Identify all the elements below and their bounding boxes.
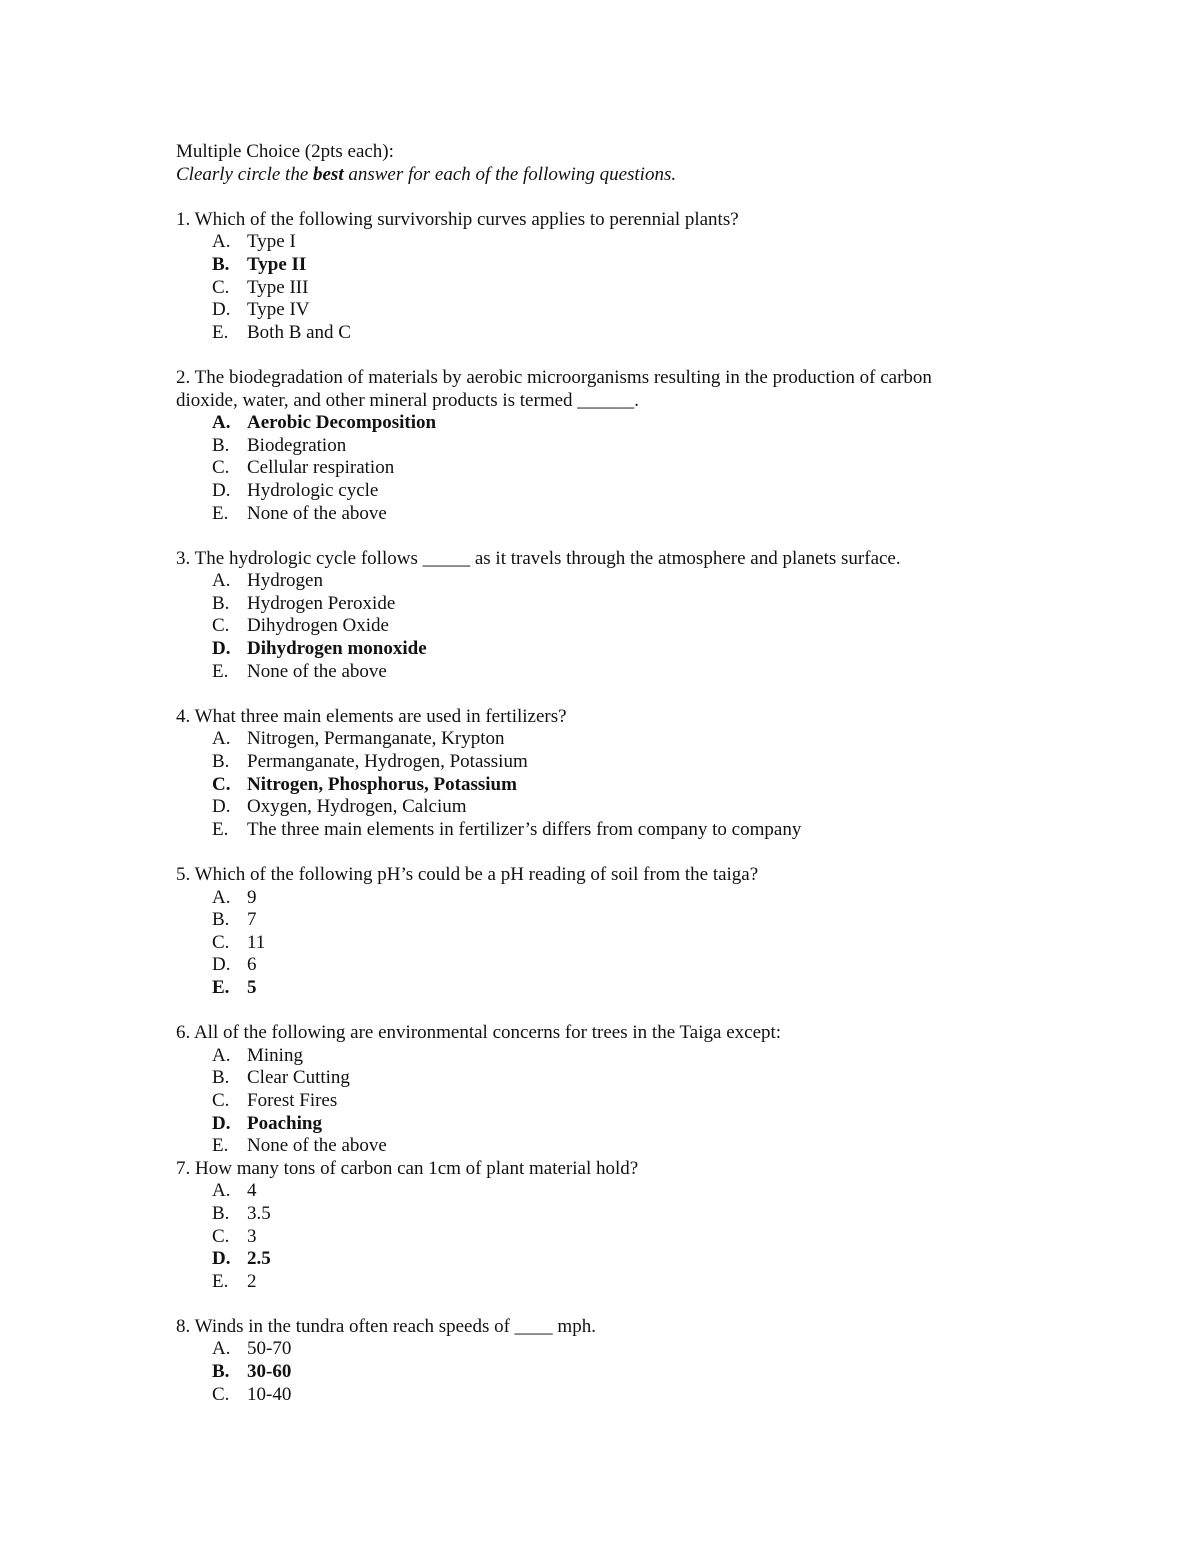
instructions-end: answer for each of the following questions. bbox=[343, 163, 677, 185]
option-text: 11 bbox=[247, 931, 266, 953]
option-text: 2 bbox=[247, 1270, 257, 1292]
answer-option[interactable] bbox=[176, 1248, 1136, 1271]
question-list bbox=[176, 209, 1136, 1406]
question-block bbox=[176, 209, 1136, 367]
spacer bbox=[176, 1293, 1136, 1316]
option-text: Biodegration bbox=[247, 434, 347, 456]
option-letter: D. bbox=[212, 479, 231, 501]
answer-option[interactable] bbox=[176, 322, 1136, 345]
option-letter: C. bbox=[212, 931, 230, 953]
option-text: Hydrogen Peroxide bbox=[247, 592, 396, 614]
option-letter: A. bbox=[212, 1338, 231, 1360]
option-letter: A. bbox=[212, 412, 231, 434]
answer-option[interactable] bbox=[176, 1135, 1136, 1158]
option-letter: D. bbox=[212, 954, 231, 976]
option-letter: D. bbox=[212, 1248, 231, 1270]
answer-option[interactable] bbox=[176, 728, 1136, 751]
answer-option[interactable] bbox=[176, 1361, 1136, 1384]
answer-option[interactable] bbox=[176, 954, 1136, 977]
option-text: Clear Cutting bbox=[247, 1067, 350, 1089]
answer-option[interactable] bbox=[176, 254, 1136, 277]
option-letter: B. bbox=[212, 909, 230, 931]
answer-option[interactable] bbox=[176, 796, 1136, 819]
option-text: Type II bbox=[247, 253, 307, 275]
answer-option[interactable] bbox=[176, 435, 1136, 458]
question-block bbox=[176, 864, 1136, 1022]
option-text: 50-70 bbox=[247, 1338, 292, 1360]
option-letter: D. bbox=[212, 638, 231, 660]
option-letter: C. bbox=[212, 615, 230, 637]
question-text: 1. Which of the following survivorship curves applies to perennial plants? bbox=[176, 208, 739, 230]
answer-option[interactable] bbox=[176, 661, 1136, 684]
option-letter: A. bbox=[212, 1044, 231, 1066]
option-letter: B. bbox=[212, 751, 230, 773]
spacer bbox=[176, 683, 1136, 706]
question-block bbox=[176, 1158, 1136, 1316]
option-letter: C. bbox=[212, 1383, 230, 1405]
answer-option[interactable] bbox=[176, 615, 1136, 638]
answer-option[interactable] bbox=[176, 457, 1136, 480]
option-text: Hydrologic cycle bbox=[247, 479, 379, 501]
question-block bbox=[176, 548, 1136, 706]
spacer bbox=[176, 1000, 1136, 1023]
spacer bbox=[176, 186, 1136, 209]
answer-option[interactable] bbox=[176, 503, 1136, 526]
option-letter: D. bbox=[212, 796, 231, 818]
option-text: Type IV bbox=[247, 299, 310, 321]
answer-option[interactable] bbox=[176, 299, 1136, 322]
answer-option[interactable] bbox=[176, 1271, 1136, 1294]
answer-option[interactable] bbox=[176, 412, 1136, 435]
option-letter: B. bbox=[212, 1067, 230, 1089]
question-text: dioxide, water, and other mineral products is termed ______. bbox=[176, 389, 640, 411]
option-letter: E. bbox=[212, 660, 229, 682]
option-letter: B. bbox=[212, 1202, 230, 1224]
option-letter: E. bbox=[212, 1270, 229, 1292]
option-letter: A. bbox=[212, 886, 231, 908]
option-letter: B. bbox=[212, 434, 230, 456]
answer-option[interactable] bbox=[176, 887, 1136, 910]
answer-option[interactable] bbox=[176, 774, 1136, 797]
option-letter: D. bbox=[212, 299, 231, 321]
question-text: 5. Which of the following pH’s could be a pH reading of soil from the taiga? bbox=[176, 864, 759, 885]
option-letter: A. bbox=[212, 1180, 231, 1202]
option-letter: B. bbox=[212, 592, 230, 614]
option-letter: E. bbox=[212, 1135, 229, 1157]
option-text: Type III bbox=[247, 276, 309, 298]
option-text: Nitrogen, Permanganate, Krypton bbox=[247, 728, 505, 750]
instructions bbox=[176, 164, 1136, 187]
answer-option[interactable] bbox=[176, 932, 1136, 955]
option-text: None of the above bbox=[247, 1135, 387, 1157]
question-block bbox=[176, 706, 1136, 864]
question-block bbox=[176, 367, 1136, 548]
option-letter: C. bbox=[212, 457, 230, 479]
option-letter: C. bbox=[212, 276, 230, 298]
option-letter: C. bbox=[212, 1089, 230, 1111]
option-text: Dihydrogen Oxide bbox=[247, 615, 389, 637]
question-text: 7. How many tons of carbon can 1cm of plant material hold? bbox=[176, 1157, 639, 1179]
option-letter: A. bbox=[212, 231, 231, 253]
answer-option[interactable] bbox=[176, 231, 1136, 254]
option-text: Dihydrogen monoxide bbox=[247, 638, 427, 660]
option-text: Permanganate, Hydrogen, Potassium bbox=[247, 751, 528, 773]
answer-option[interactable] bbox=[176, 1384, 1136, 1407]
option-text: 30-60 bbox=[247, 1361, 292, 1383]
answer-option[interactable] bbox=[176, 751, 1136, 774]
option-text: Cellular respiration bbox=[247, 457, 395, 479]
answer-option[interactable] bbox=[176, 570, 1136, 593]
option-text: Oxygen, Hydrogen, Calcium bbox=[247, 796, 467, 818]
spacer bbox=[176, 344, 1136, 367]
answer-option[interactable] bbox=[176, 909, 1136, 932]
option-text: The three main elements in fertilizer’s differs from company to company bbox=[247, 818, 802, 840]
option-text: Aerobic Decomposition bbox=[247, 412, 437, 434]
question-text: 4. What three main elements are used in fertilizers? bbox=[176, 705, 567, 727]
option-text: Type I bbox=[247, 231, 296, 253]
option-text: 3 bbox=[247, 1225, 257, 1247]
question-text: 3. The hydrologic cycle follows _____ as it travels through the atmosphere and planets surface. bbox=[176, 547, 901, 569]
option-letter: B. bbox=[212, 253, 230, 275]
option-text: 5 bbox=[247, 976, 257, 998]
option-letter: C. bbox=[212, 1225, 230, 1247]
answer-option[interactable] bbox=[176, 480, 1136, 503]
question-block bbox=[176, 1316, 1136, 1406]
answer-option[interactable] bbox=[176, 638, 1136, 661]
document-page bbox=[176, 141, 1136, 1406]
answer-option[interactable] bbox=[176, 1180, 1136, 1203]
instructions-emphasis: best bbox=[313, 163, 344, 185]
option-letter: D. bbox=[212, 1112, 231, 1134]
option-letter: E. bbox=[212, 976, 230, 998]
question-text: 8. Winds in the tundra often reach speeds of ____ mph. bbox=[176, 1315, 596, 1337]
option-letter: E. bbox=[212, 818, 229, 840]
answer-option[interactable] bbox=[176, 1090, 1136, 1113]
option-letter: A. bbox=[212, 728, 231, 750]
section-title: Multiple Choice (2pts each): bbox=[176, 141, 394, 162]
answer-option[interactable] bbox=[176, 1338, 1136, 1361]
answer-option[interactable] bbox=[176, 593, 1136, 616]
option-letter: B. bbox=[212, 1361, 230, 1383]
option-text: 9 bbox=[247, 886, 257, 908]
option-text: 10-40 bbox=[247, 1383, 292, 1405]
answer-option[interactable] bbox=[176, 819, 1136, 842]
answer-option[interactable] bbox=[176, 977, 1136, 1000]
instructions-start: Clearly circle the bbox=[176, 163, 313, 185]
spacer bbox=[176, 525, 1136, 548]
answer-option[interactable] bbox=[176, 1203, 1136, 1226]
spacer bbox=[176, 841, 1136, 864]
option-text: 4 bbox=[247, 1180, 257, 1202]
option-text: Nitrogen, Phosphorus, Potassium bbox=[247, 773, 517, 795]
option-letter: E. bbox=[212, 321, 229, 343]
option-letter: E. bbox=[212, 502, 229, 524]
option-text: Mining bbox=[247, 1044, 303, 1066]
option-text: 6 bbox=[247, 954, 257, 976]
answer-option[interactable] bbox=[176, 1067, 1136, 1090]
option-text: 2.5 bbox=[247, 1248, 271, 1270]
question-text: 6. All of the following are environmental concerns for trees in the Taiga except: bbox=[176, 1022, 782, 1044]
answer-option[interactable] bbox=[176, 1226, 1136, 1249]
question-text: 2. The biodegradation of materials by aerobic microorganisms resulting in the production of carbon bbox=[176, 366, 932, 388]
option-text: None of the above bbox=[247, 660, 387, 682]
option-text: None of the above bbox=[247, 502, 387, 524]
option-text: Poaching bbox=[247, 1112, 322, 1134]
option-text: Hydrogen bbox=[247, 570, 323, 592]
answer-option[interactable] bbox=[176, 1113, 1136, 1136]
answer-option[interactable] bbox=[176, 277, 1136, 300]
question-block bbox=[176, 1022, 1136, 1158]
option-text: Both B and C bbox=[247, 321, 351, 343]
option-letter: A. bbox=[212, 570, 231, 592]
option-text: 3.5 bbox=[247, 1202, 271, 1224]
answer-option[interactable] bbox=[176, 1045, 1136, 1068]
option-text: 7 bbox=[247, 909, 257, 931]
option-letter: C. bbox=[212, 773, 231, 795]
option-text: Forest Fires bbox=[247, 1089, 338, 1111]
